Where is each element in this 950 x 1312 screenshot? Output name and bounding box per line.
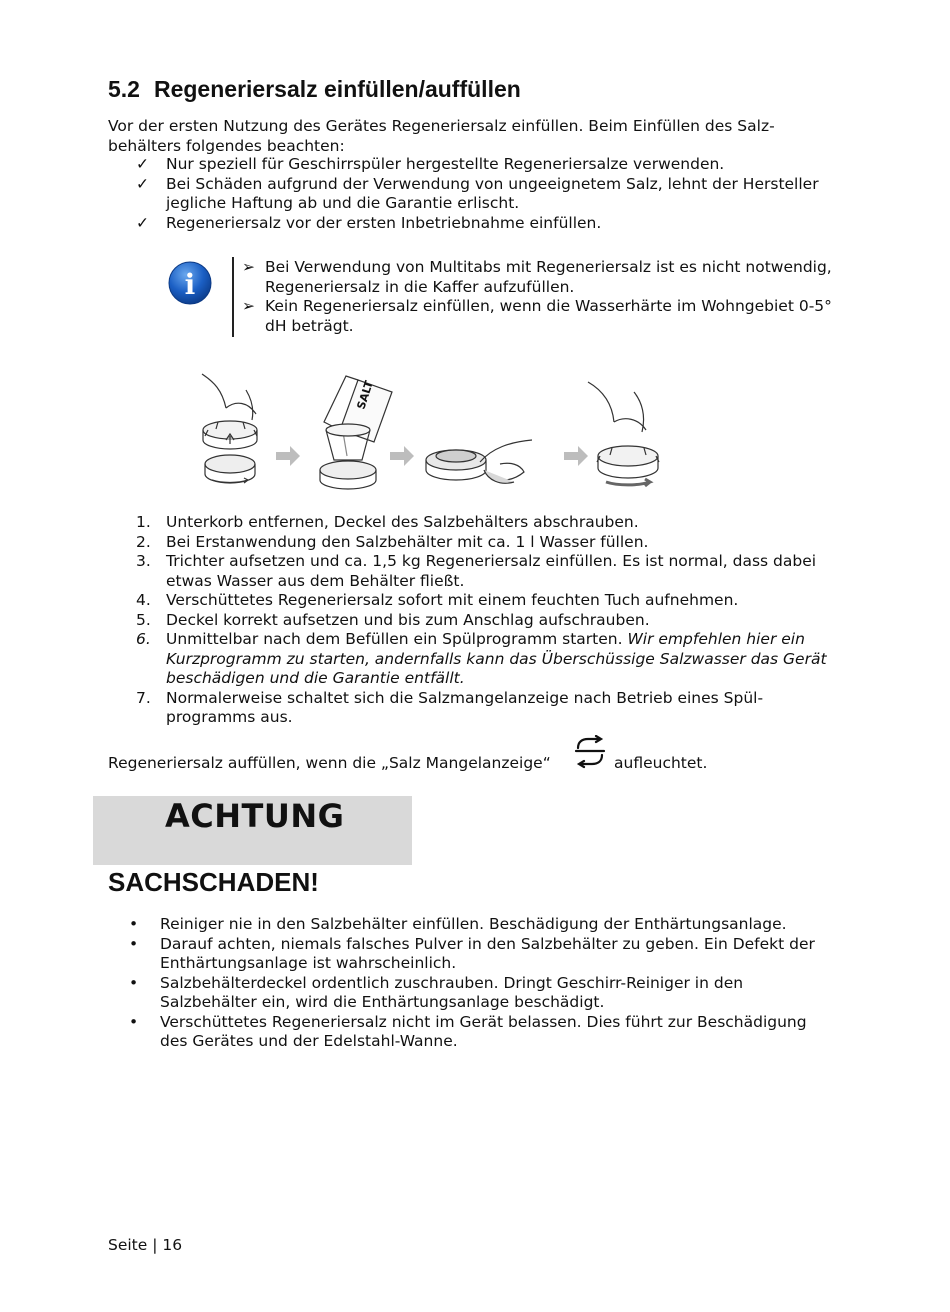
arrow-bullet-icon: ➢ — [242, 258, 255, 276]
warning-item-text: Salzbehälterdeckel ordentlich zuschrauben. Dringt Geschirr-Reiniger in den Salzbehälter ein, wird die Enthärtungsanlage beschädigt. — [160, 973, 744, 1011]
bullet-icon: • — [129, 973, 139, 992]
checkmark-icon: ✓ — [136, 213, 149, 232]
section-heading — [108, 76, 521, 103]
step-open-cap — [202, 374, 257, 483]
footer-label: Seite — [108, 1236, 148, 1254]
step-number: 6. — [136, 630, 151, 648]
checkmark-icon: ✓ — [136, 155, 149, 173]
info-item-text: Bei Verwendung von Multitabs mit Regeneriersalz ist es nicht notwendig, Regeneriersalz in die Kaffer aufzufüllen. — [265, 258, 832, 296]
list-item — [108, 155, 828, 175]
warning-title: ACHTUNG — [165, 797, 345, 835]
warning-subtitle: SACHSCHADEN! — [108, 867, 319, 897]
list-item — [108, 591, 838, 611]
bullet-icon: • — [129, 934, 139, 953]
steps-list — [108, 513, 838, 728]
list-item — [108, 974, 838, 1013]
section-title: Regeneriersalz einfüllen/auffüllen — [153, 76, 521, 102]
page-footer — [108, 1236, 182, 1254]
footer-separator: | — [152, 1236, 158, 1254]
list-item — [108, 611, 838, 631]
intro-paragraph: Vor der ersten Nutzung des Gerätes Regeneriersalz einfüllen. Beim Einfüllen des Salz-behälters folgendes beachten: — [108, 117, 775, 155]
arrow-bullet-icon: ➢ — [242, 297, 255, 315]
arrow-right-icon — [276, 446, 300, 466]
info-icon-letter: i — [184, 268, 196, 301]
step-number: 5. — [136, 610, 151, 629]
step-number: 4. — [136, 591, 151, 609]
salt-package-label: SALT — [354, 379, 376, 411]
list-item — [108, 1013, 838, 1052]
step-emphasis-text: Wir empfehlen hier ein Kurzprogramm zu starten, andernfalls kann das Überschüssige Salzwasser das Gerät beschädigen und die Garantie entfällt. — [166, 630, 827, 687]
refill-text: Regeneriersalz auffüllen, wenn die „Salz Mangelanzeige“ — [108, 754, 551, 772]
step-text: Unterkorb entfernen, Deckel des Salzbehälters abschrauben. — [166, 513, 639, 531]
info-divider — [232, 257, 234, 337]
list-item — [108, 552, 838, 591]
arrow-right-icon — [564, 446, 588, 466]
info-item-text: Kein Regeneriersalz einfüllen, wenn die Wasserhärte im Wohngebiet 0-5° dH beträgt. — [265, 297, 832, 335]
step-text: Bei Erstanwendung den Salzbehälter mit ca. 1 l Wasser füllen. — [166, 532, 649, 551]
list-item — [108, 513, 838, 533]
check-item-text: Bei Schäden aufgrund der Verwendung von ungeeignetem Salz, lehnt der Hersteller jegliche Haftung ab und die Garantie erlischt. — [166, 174, 819, 212]
list-item — [108, 533, 838, 553]
step-number: 3. — [136, 552, 151, 570]
check-item-text: Regeneriersalz vor der ersten Inbetriebnahme einfüllen. — [166, 213, 602, 232]
step-close-cap — [588, 382, 659, 486]
page-number: 16 — [162, 1236, 183, 1254]
list-item — [108, 915, 838, 935]
step-text: Deckel korrekt aufsetzen und bis zum Anschlag aufschrauben. — [166, 610, 650, 629]
warning-item-text: Darauf achten, niemals falsches Pulver in den Salzbehälter zu geben. Ein Defekt der Enthärtungsanlage ist wahrscheinlich. — [160, 934, 815, 972]
info-note-list — [240, 258, 840, 336]
salt-indicator-icon — [572, 735, 608, 769]
step-text: Normalerweise schaltet sich die Salzmangelanzeige nach Betrieb eines Spül-programms aus. — [166, 688, 764, 726]
list-item — [240, 297, 840, 336]
step-text: Trichter aufsetzen und ca. 1,5 kg Regeneriersalz einfüllen. Es ist normal, dass dabei etwas Wasser aus dem Behälter fließt. — [166, 552, 817, 590]
step-wipe-salt — [426, 440, 532, 483]
step-number: 1. — [136, 513, 151, 531]
warning-item-text: Verschüttetes Regeneriersalz nicht im Gerät belassen. Dies führt zur Beschädigung des Gerätes und der Edelstahl-Wanne. — [160, 1012, 807, 1050]
list-item — [108, 689, 838, 728]
arrow-right-icon — [390, 446, 414, 466]
salt-refill-illustration — [188, 352, 668, 502]
bullet-icon: • — [129, 915, 139, 933]
list-item — [108, 214, 828, 234]
warning-list — [108, 915, 838, 1052]
list-item — [108, 935, 838, 974]
step-number: 2. — [136, 532, 151, 551]
checkmark-icon: ✓ — [136, 174, 149, 193]
refill-text-end: aufleuchtet. — [614, 754, 708, 772]
step-text: Verschüttetes Regeneriersalz sofort mit einem feuchten Tuch aufnehmen. — [166, 591, 739, 609]
step-fill-salt — [320, 376, 392, 489]
check-list — [108, 155, 828, 233]
list-item — [108, 175, 828, 214]
step-number: 7. — [136, 688, 151, 707]
warning-item-text: Reiniger nie in den Salzbehälter einfüllen. Beschädigung der Enthärtungsanlage. — [160, 915, 787, 933]
list-item — [108, 630, 838, 689]
check-item-text: Nur speziell für Geschirrspüler hergestellte Regeneriersalze verwenden. — [166, 155, 725, 173]
bullet-icon: • — [129, 1012, 139, 1031]
step-text: Unmittelbar nach dem Befüllen ein Spülprogramm starten. — [166, 630, 628, 648]
info-icon — [168, 261, 212, 305]
list-item — [240, 258, 840, 297]
section-number: 5.2 — [108, 76, 140, 102]
